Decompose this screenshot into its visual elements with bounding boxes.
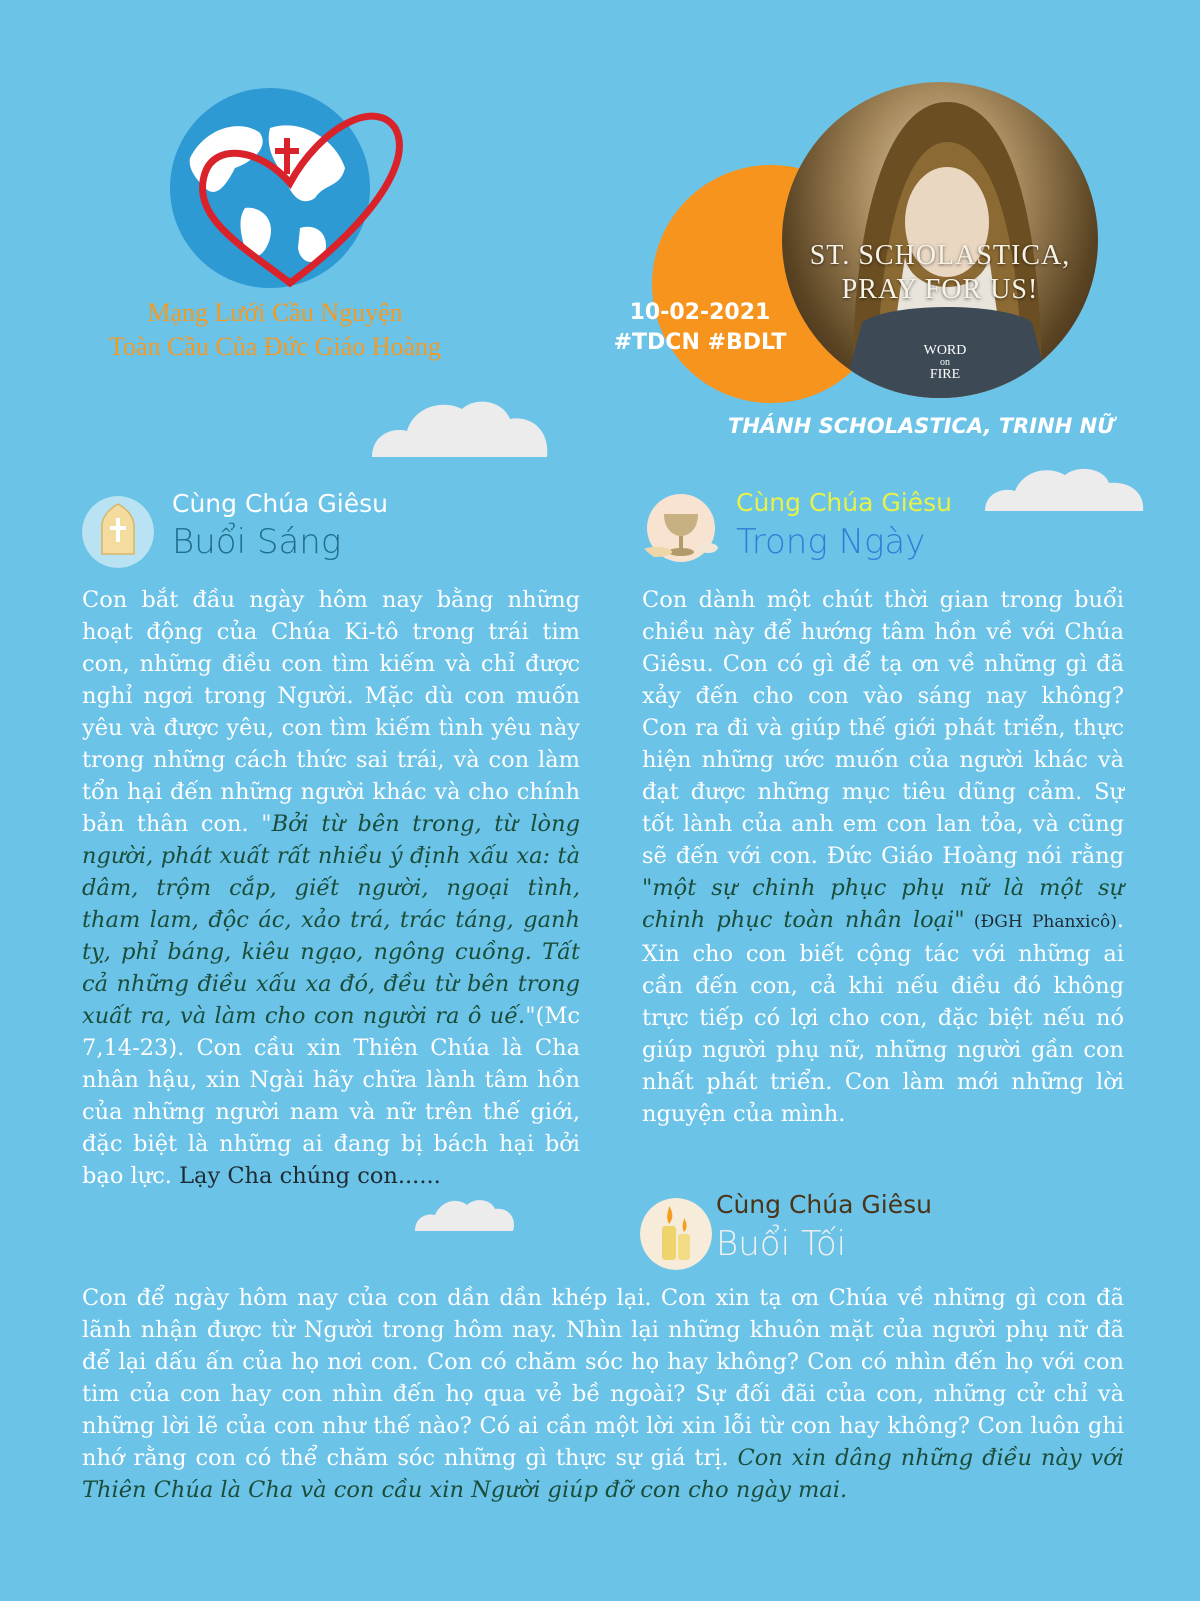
midday-subtitle: Trong Ngày: [736, 522, 926, 562]
evening-prayer-text: Con để ngày hôm nay của con dần dần khép lại. Con xin tạ ơn Chúa về những gì con đã lãnh nhận được từ Người trong hôm nay. Nhìn lại những khuôn mặt của người phụ nữ đã để lại dấu ấn của họ nơi con. Con có chăm sóc họ hay không? Con có nhìn đến họ với con tim của con hay con nhìn đến họ qua vẻ bề ngoài? Sự đối đãi của con, những cử chỉ và những lời lẽ của con như thế nào? Có ai cần một lời xin lỗi từ con hay không? Con luôn ghi nhớ rằng con có thể chăm sóc những gì thực sự giá trị. Con xin dâng những điều này với Thiên Chúa là Cha và con cầu xin Người giúp đỡ con cho ngày mai.: [82, 1285, 1124, 1503]
mitre-icon: [82, 496, 154, 568]
evening-offering-quote: Con xin dâng những điều này với Thiên Chúa là Cha và con cầu xin Người giúp đỡ con cho ngày mai.: [82, 1445, 1124, 1503]
cloud-decoration: [415, 1195, 515, 1231]
morning-subtitle: Buổi Sáng: [172, 522, 342, 562]
morning-closing: Lạy Cha chúng con......: [179, 1163, 441, 1189]
midday-title: Cùng Chúa Giêsu: [736, 488, 952, 517]
org-name-line2: Toàn Cầu Của Đức Giáo Hoàng: [108, 332, 442, 361]
evening-subtitle: Buổi Tối: [716, 1224, 847, 1264]
word-on-fire-logo: WORD on FIRE: [923, 343, 967, 382]
feast-name: THÁNH SCHOLASTICA, TRINH NỮ: [728, 414, 1115, 438]
org-name-line1: Mạng Lưới Cầu Nguyện: [147, 298, 403, 327]
midday-prayer-text: Con dành một chút thời gian trong buổi chiều này để hướng tâm hồn về với Chúa Giêsu. Con có gì để tạ ơn về những gì đã xảy đến cho con vào sáng nay không? Con ra đi và giúp thế giới phát triển, thực hiện những ước muốn của người khác và đạt được những mục tiêu dũng cảm. Sự tốt lành của anh em con lan tỏa, và cũng sẽ đến với con. Đức Giáo Hoàng nói rằng "một sự chinh phục phụ nữ là một sự chinh phục toàn nhân loại" (ĐGH Phanxicô). Xin cho con biết cộng tác với những ai cần đến con, cả khi nếu điều đó không trực tiếp có lợi cho con, đặc biệt nếu nó giúp người phụ nữ, những người gần con nhất phát triển. Con làm mới những lời nguyện của mình.: [642, 587, 1124, 1127]
pope-reference: (ĐGH Phanxicô): [964, 912, 1117, 932]
cloud-decoration: [372, 395, 552, 457]
morning-scripture-quote: Bởi từ bên trong, từ lòng người, phát xuất rất nhiều ý định xấu xa: tà dâm, trộm cắp, giết người, ngoại tình, tham lam, độc ác, xảo trá, trác táng, ganh tỵ, phỉ báng, kiêu ngạo, ngông cuồng. Tất cả những điều xấu xa đó, đều từ bên trong xuất ra, và làm cho con người ra ô uế.: [82, 811, 581, 1029]
evening-title: Cùng Chúa Giêsu: [716, 1190, 932, 1219]
date-label: 10-02-2021: [629, 300, 771, 325]
cloud-decoration: [985, 463, 1145, 511]
saint-portrait: [782, 82, 1098, 398]
hashtags-label: #TDCN #BDLT: [613, 330, 787, 355]
midday-pope-quote: "một sự chinh phục phụ nữ là một sự chinh phục toàn nhân loại": [642, 875, 1124, 933]
candle-icon: [640, 1198, 712, 1270]
morning-prayer-text: Con bắt đầu ngày hôm nay bằng những hoạt động của Chúa Ki-tô trong trái tim con, những điều con tìm kiếm và chỉ được nghỉ ngơi trong Người. Mặc dù con muốn yêu và được yêu, con tìm kiếm tình yêu này trong những cách thức sai trái, và con làm tổn hại đến những người khác và cho chính bản thân con. "Bởi từ bên trong, từ lòng người, phát xuất rất nhiều ý định xấu xa: tà dâm, trộm cắp, giết người, ngoại tình, tham lam, độc ác, xảo trá, trác táng, ganh tỵ, phỉ báng, kiêu ngạo, ngông cuồng. Tất cả những điều xấu xa đó, đều từ bên trong xuất ra, và làm cho con người ra ô uế."(Mc 7,14-23). Con cầu xin Thiên Chúa là Cha nhân hậu, xin Ngài hãy chữa lành tâm hồn của những người nam và nữ trên thế giới, đặc biệt là những ai đang bị bách hại bởi bạo lực. Lạy Cha chúng con......: [82, 587, 581, 1189]
chalice-icon: [636, 492, 726, 564]
saint-caption-line2: PRAY FOR US!: [841, 274, 1039, 305]
saint-caption-line1: ST. SCHOLASTICA,: [809, 240, 1071, 271]
prayer-network-logo: [150, 88, 430, 308]
morning-title: Cùng Chúa Giêsu: [172, 489, 388, 518]
